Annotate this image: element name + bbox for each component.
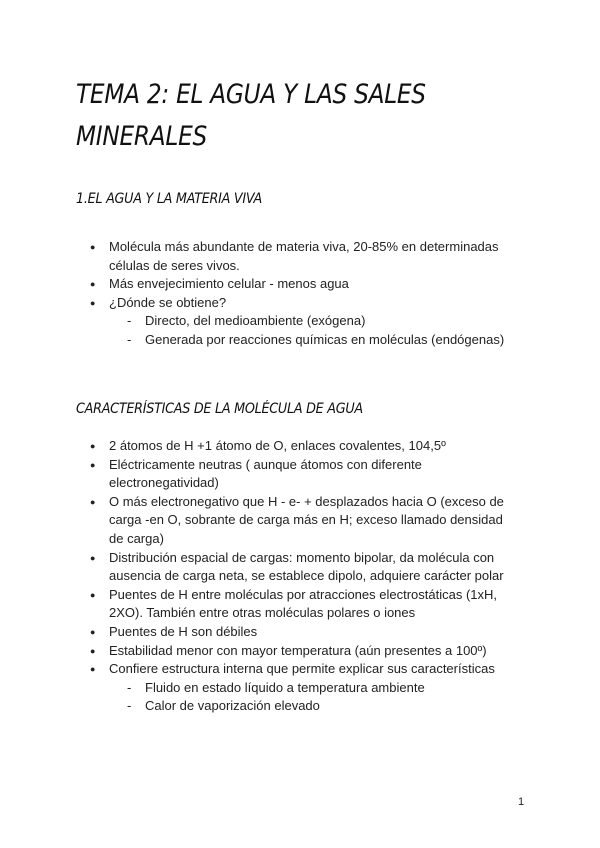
list-item — [90, 623, 520, 642]
list-item-text: Molécula más abundante de materia viva, 20-85% en determinadas células de seres vivos. — [109, 239, 499, 273]
list-item-text: Eléctricamente neutras ( aunque átomos con diferente electronegatividad) — [109, 456, 422, 491]
sub-list-item: - Fluido en estado líquido a temperatura ambiente — [109, 679, 520, 698]
sub-list — [109, 679, 520, 716]
section-heading-caracteristicas-molecula: CARACTERÍSTICAS DE LA MOLÉCULA DE AGUA — [76, 401, 363, 417]
list-item-text: 2 átomos de H +1 átomo de O, enlaces covalentes, 104,5º — [109, 438, 446, 453]
list-item — [90, 294, 520, 350]
sub-list-item: - Directo, del medioambiente (exógena) — [109, 312, 520, 331]
sub-list-item: - Generada por reacciones químicas en moléculas (endógenas) — [109, 331, 520, 350]
bullet-list-section-2 — [90, 437, 520, 716]
list-item — [90, 586, 520, 623]
list-item-text: Más envejecimiento celular - menos agua — [109, 276, 349, 292]
list-item-text: ¿Dónde se obtiene? — [109, 294, 227, 310]
page-title: TEMA 2: EL AGUA Y LAS SALES MINERALES — [76, 79, 426, 152]
list-item — [90, 660, 520, 716]
list-item — [90, 456, 520, 493]
list-item-text: Puentes de H entre moléculas por atracciones electrostáticas (1xH, 2XO). También entre otras moléculas polares o iones — [109, 586, 498, 621]
list-item — [90, 275, 520, 294]
bullet-list-section-1 — [90, 238, 520, 350]
list-item-text: Puentes de H son débiles — [109, 623, 258, 639]
list-item-text: Distribución espacial de cargas: momento bipolar, da molécula con ausencia de carga neta, se establece dipolo, adquiere carácter polar — [109, 549, 504, 584]
list-item-text: Estabilidad menor con mayor temperatura (aún presentes a 100º) — [109, 642, 487, 658]
list-item — [90, 238, 520, 275]
list-item-text: O más electronegativo que H - e- + desplazados hacia O (exceso de carga -en O, sobrante de carga más en H; exceso llamado densidad de carga) — [109, 493, 504, 546]
list-item — [90, 549, 520, 586]
list-item — [90, 437, 520, 456]
list-item — [90, 642, 520, 661]
section-heading-agua-materia-viva: 1.EL AGUA Y LA MATERIA VIVA — [76, 191, 262, 207]
page-number: 1 — [518, 796, 525, 808]
list-item — [90, 493, 520, 549]
list-item-text: Confiere estructura interna que permite explicar sus características — [109, 661, 495, 677]
sub-list-item: - Calor de vaporización elevado — [109, 697, 520, 716]
sub-list — [109, 312, 520, 349]
